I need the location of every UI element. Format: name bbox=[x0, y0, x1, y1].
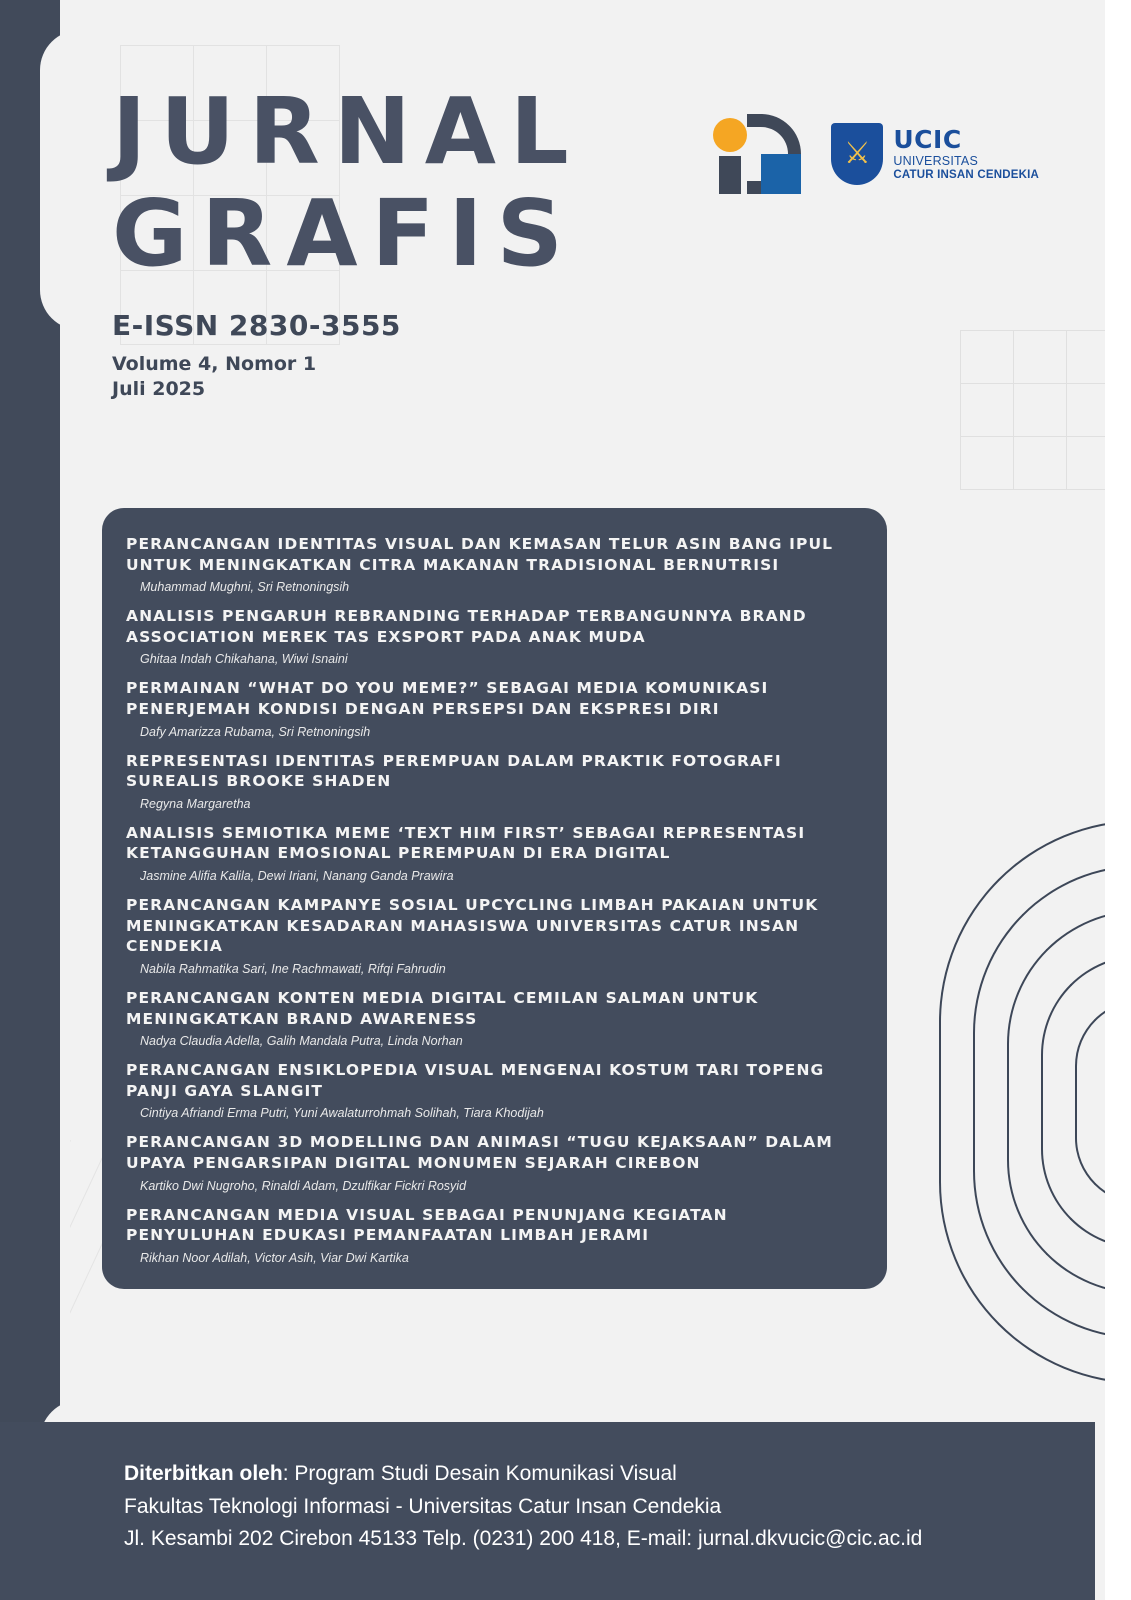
article-authors: Regyna Margaretha bbox=[140, 796, 251, 811]
list-item bbox=[126, 678, 857, 738]
list-item bbox=[126, 1060, 857, 1120]
right-page-edge bbox=[1105, 0, 1131, 1600]
article-title: PERANCANGAN 3D MODELLING DAN ANIMASI “TUGU KEJAKSAAN” DALAM UPAYA PENGARSIPAN DIGITAL MONUMEN SEJARAH CIREBON bbox=[126, 1133, 833, 1172]
volume-text: Volume 4, Nomor 1 bbox=[112, 352, 317, 375]
footer-publisher-value: : Program Studi Desain Komunikasi Visual bbox=[282, 1462, 677, 1485]
article-authors: Muhammad Mughni, Sri Retnoningsih bbox=[140, 580, 350, 595]
ucic-subtitle-2: CATUR INSAN CENDEKIA bbox=[893, 169, 1039, 181]
publisher-footer bbox=[0, 1422, 1131, 1600]
footer-line-3: Jl. Kesambi 202 Cirebon 45133 Telp. (0231) 200 418, E-mail: jurnal.dkvucic@cic.ac.id bbox=[124, 1527, 923, 1551]
article-authors: Nadya Claudia Adella, Galih Mandala Putra, Linda Norhan bbox=[140, 1034, 463, 1049]
article-authors: Rikhan Noor Adilah, Victor Asih, Viar Dwi Kartika bbox=[140, 1250, 409, 1265]
article-authors: Kartiko Dwi Nugroho, Rinaldi Adam, Dzulfikar Fickri Rosyid bbox=[140, 1178, 467, 1193]
issue-date-text: Juli 2025 bbox=[112, 378, 206, 401]
left-notch-top bbox=[40, 30, 100, 330]
journal-title-line1: JURNAL bbox=[112, 78, 583, 185]
list-item bbox=[126, 1132, 857, 1192]
table-of-contents bbox=[102, 508, 887, 1289]
list-item bbox=[126, 1205, 857, 1265]
article-title: PERANCANGAN IDENTITAS VISUAL DAN KEMASAN TELUR ASIN BANG IPUL UNTUK MENINGKATKAN CITRA MAKANAN TRADISIONAL BERNUTRISI bbox=[126, 535, 834, 574]
issn-text: E-ISSN 2830-3555 bbox=[112, 308, 401, 342]
article-title: PERANCANGAN MEDIA VISUAL SEBAGAI PENUNJANG KEGIATAN PENYULUHAN EDUKASI PEMANFAATAN LIMBAH JERAMI bbox=[126, 1205, 728, 1245]
article-authors: Ghitaa Indah Chikahana, Wiwi Isnaini bbox=[140, 652, 348, 667]
ucic-subtitle-1: UNIVERSITAS bbox=[893, 154, 978, 168]
article-title: REPRESENTASI IDENTITAS PEREMPUAN DALAM PRAKTIK FOTOGRAFI SUREALIS BROOKE SHADEN bbox=[126, 751, 782, 791]
footer-line-2: Fakultas Teknologi Informasi - Universitas Catur Insan Cendekia bbox=[124, 1494, 722, 1518]
ucic-logo bbox=[831, 123, 1039, 185]
list-item bbox=[126, 751, 857, 811]
ucic-emblem-icon: ⚔ bbox=[843, 137, 871, 170]
list-item bbox=[126, 988, 857, 1048]
footer-publisher-label: Diterbitkan oleh bbox=[124, 1462, 283, 1485]
list-item bbox=[126, 534, 857, 594]
ucic-shield-icon bbox=[831, 123, 883, 185]
list-item bbox=[126, 606, 857, 666]
decorative-grid-top-right bbox=[960, 330, 1120, 490]
journal-title-line2: GRAFIS bbox=[112, 180, 577, 288]
masthead bbox=[112, 78, 583, 403]
jsc-logo-icon bbox=[713, 110, 809, 198]
article-authors: Cintiya Afriandi Erma Putri, Yuni Awalaturrohmah Solihah, Tiara Khodijah bbox=[140, 1106, 544, 1121]
article-authors: Jasmine Alifia Kalila, Dewi Iriani, Nanang Ganda Prawira bbox=[140, 869, 454, 884]
article-authors: Nabila Rahmatika Sari, Ine Rachmawati, Rifqi Fahrudin bbox=[140, 961, 446, 976]
article-title: ANALISIS PENGARUH REBRANDING TERHADAP TERBANGUNNYA BRAND ASSOCIATION MEREK TAS EXSPORT PADA ANAK MUDA bbox=[126, 607, 807, 646]
article-title: PERMAINAN “WHAT DO YOU MEME?” SEBAGAI MEDIA KOMUNIKASI PENERJEMAH KONDISI DENGAN PERSEPSI DAN EKSPRESI DIRI bbox=[126, 679, 769, 719]
article-title: PERANCANGAN KAMPANYE SOSIAL UPCYCLING LIMBAH PAKAIAN UNTUK MENINGKATKAN KESADARAN MAHASISWA UNIVERSITAS CATUR INSAN CENDEKIA bbox=[126, 896, 819, 956]
list-item bbox=[126, 823, 857, 883]
article-authors: Dafy Amarizza Rubama, Sri Retnoningsih bbox=[140, 724, 371, 739]
article-title: PERANCANGAN ENSIKLOPEDIA VISUAL MENGENAI KOSTUM TARI TOPENG PANJI GAYA SLANGIT bbox=[126, 1061, 825, 1100]
article-title: ANALISIS SEMIOTIKA MEME ‘TEXT HIM FIRST’ SEBAGAI REPRESENTASI KETANGGUHAN EMOSIONAL PEREMPUAN DI ERA DIGITAL bbox=[126, 823, 806, 863]
logo-group bbox=[713, 110, 1039, 198]
list-item bbox=[126, 895, 857, 976]
decorative-arcs bbox=[901, 790, 1131, 1410]
footer-line-1 bbox=[124, 1458, 922, 1491]
article-title: PERANCANGAN KONTEN MEDIA DIGITAL CEMILAN SALMAN UNTUK MENINGKATKAN BRAND AWARENESS bbox=[126, 988, 759, 1028]
ucic-name: UCIC bbox=[893, 125, 962, 154]
